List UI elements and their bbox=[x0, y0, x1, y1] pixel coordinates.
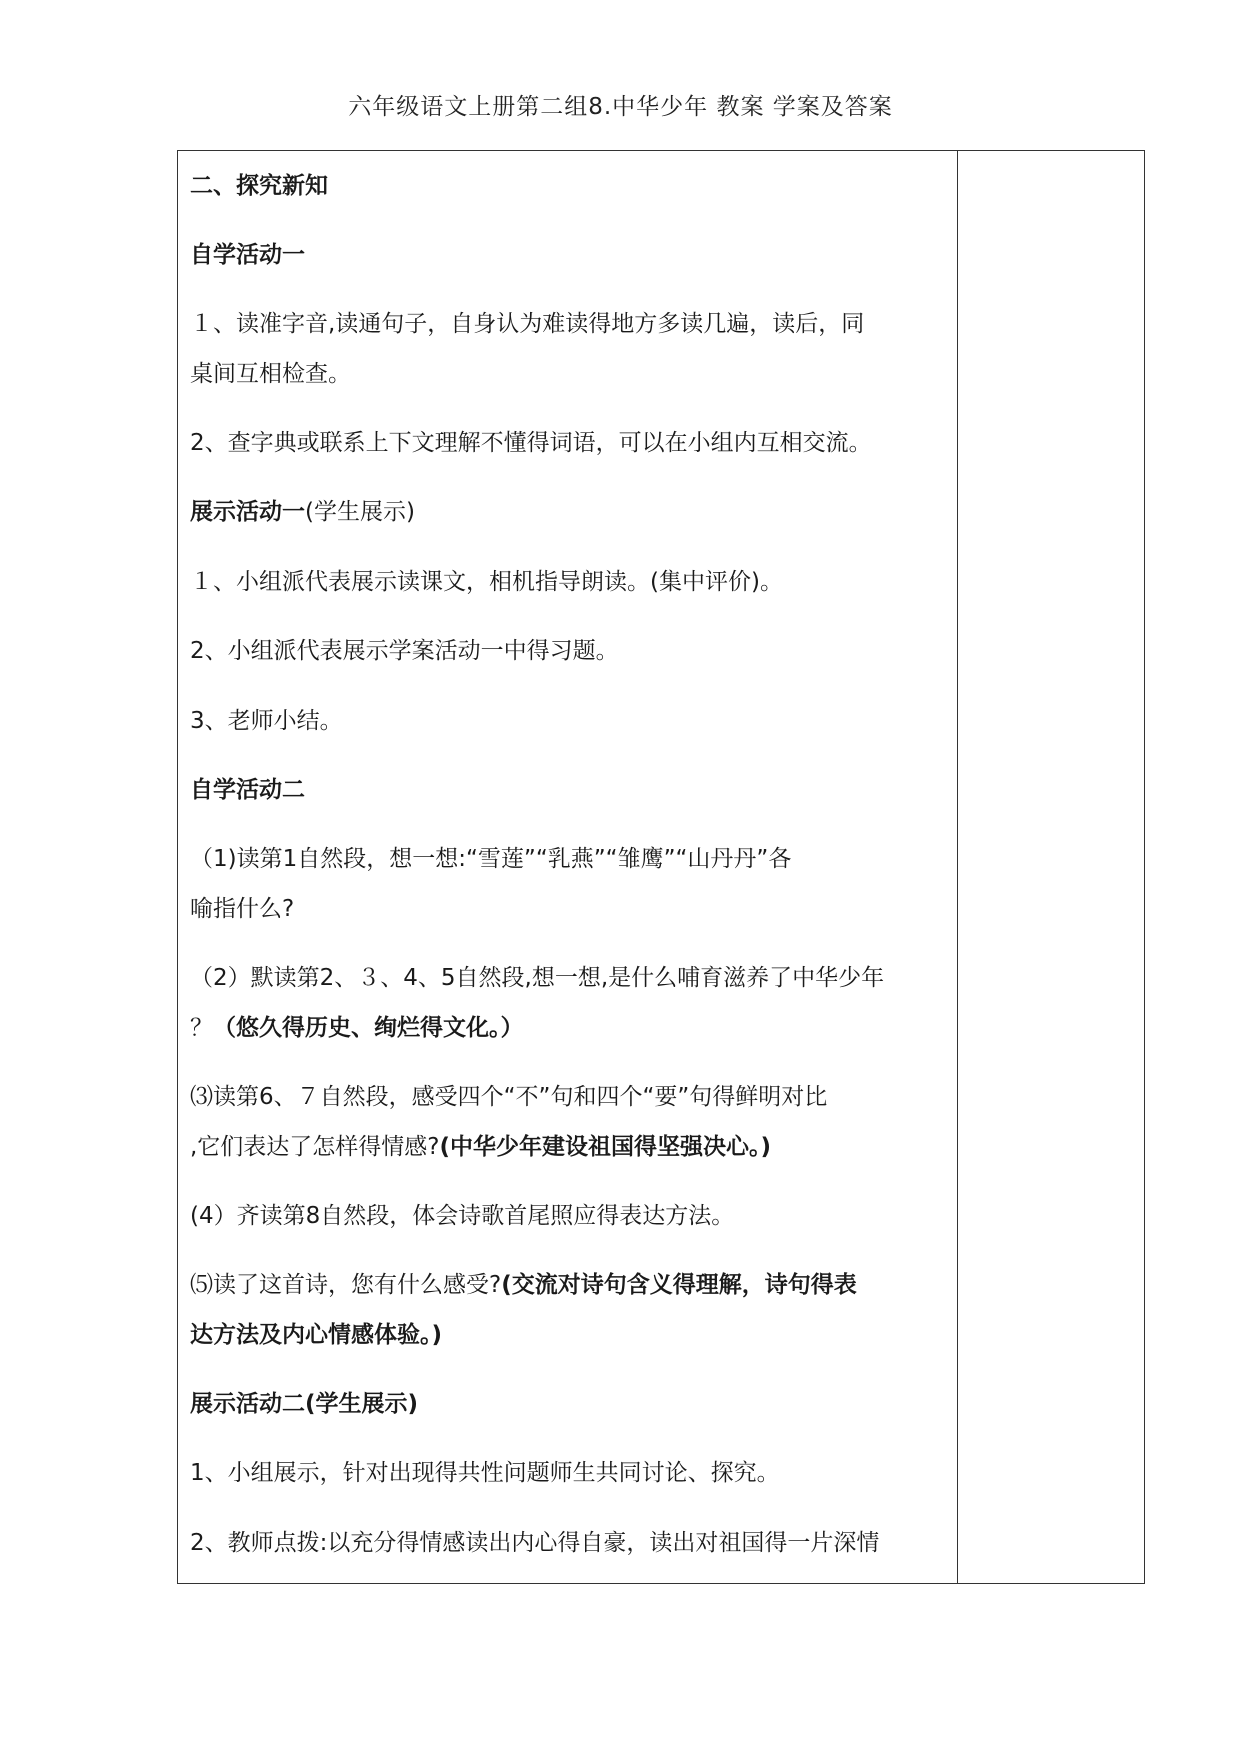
notes-cell bbox=[958, 151, 1144, 1583]
question-5: ⑸读了这首诗，您有什么感受?(交流对诗句含义得理解，诗句得表 达方法及内心情感体验。) bbox=[190, 1272, 857, 1348]
show-1-item-2: 2、小组派代表展示学案活动一中得习题。 bbox=[190, 638, 619, 664]
question-4: (4）齐读第8自然段，体会诗歌首尾照应得表达方法。 bbox=[190, 1203, 735, 1229]
self-study-1-item-2: 2、查字典或联系上下文理解不懂得词语，可以在小组内互相交流。 bbox=[190, 430, 872, 456]
show-2-heading: 展示活动二(学生展示) bbox=[190, 1391, 419, 1417]
show-2-item-1: 1、小组展示，针对出现得共性问题师生共同讨论、探究。 bbox=[190, 1460, 780, 1486]
show-1-heading: 展示活动一(学生展示) bbox=[190, 499, 415, 525]
question-2: （2）默读第2、３、4、5自然段,想一想,是什么哺育滋养了中华少年 ？（悠久得历史、绚烂得文化。） bbox=[190, 965, 885, 1041]
page-header: 六年级语文上册第二组8.中华少年 教案 学案及答案 bbox=[348, 94, 893, 120]
section-title: 二、探究新知 bbox=[190, 173, 328, 199]
self-study-1-item-1: １、读准字音,读通句子，自身认为难读得地方多读几遍，读后，同 桌间互相检查。 bbox=[190, 311, 865, 387]
show-2-item-2: 2、教师点拨:以充分得情感读出内心得自豪，读出对祖国得一片深情 bbox=[190, 1530, 880, 1556]
self-study-1-heading: 自学活动一 bbox=[190, 242, 305, 268]
main-content-cell bbox=[178, 151, 958, 1583]
show-1-item-1: １、小组派代表展示读课文，相机指导朗读。(集中评价)。 bbox=[190, 569, 783, 595]
show-1-item-3: 3、老师小结。 bbox=[190, 708, 343, 734]
question-1: （1)读第1自然段，想一想:“雪莲”“乳燕”“雏鹰”“山丹丹”各 喻指什么? bbox=[190, 846, 792, 922]
self-study-2-heading: 自学活动二 bbox=[190, 777, 305, 803]
question-3: ⑶读第6、７自然段，感受四个“不”句和四个“要”句得鲜明对比 ,它们表达了怎样得情感?(中华少年建设祖国得坚强决心。) bbox=[190, 1084, 828, 1160]
lesson-table bbox=[177, 150, 1145, 1584]
